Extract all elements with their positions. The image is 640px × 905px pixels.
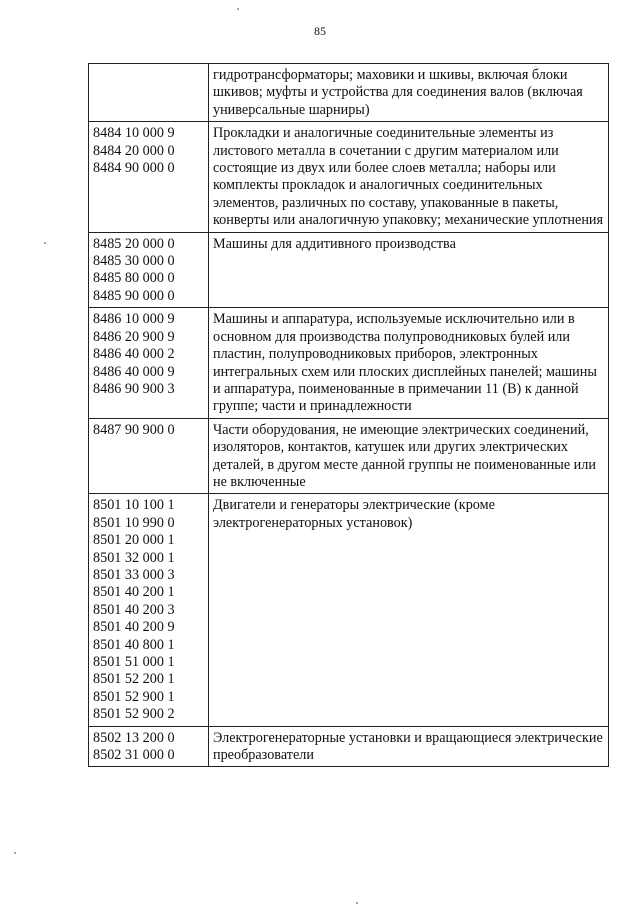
tnved-code: 8502 31 000 0 [93,747,175,764]
description-cell [209,418,609,494]
table-body [89,64,609,767]
codes-cell [89,232,209,308]
tnved-code: 8501 33 000 3 [93,566,175,583]
page-number: 85 [314,24,326,38]
table-row [89,232,609,308]
tnved-code: 8501 10 990 0 [93,514,175,531]
tnved-code: 8486 10 000 9 [93,311,175,328]
description-cell [209,494,609,726]
codes-cell [89,726,209,767]
table-row [89,308,609,418]
codes-cell [89,308,209,418]
tnved-code: 8501 52 900 1 [93,688,175,705]
description-cell [209,64,609,122]
tnved-code: 8501 32 000 1 [93,549,175,566]
tnved-code: 8501 40 200 3 [93,601,175,618]
table-row [89,726,609,767]
tnved-code: 8484 10 000 9 [93,125,175,142]
tnved-code: 8487 90 900 0 [93,421,175,438]
tnved-code: 8501 40 200 9 [93,619,175,636]
tnved-code: 8501 52 900 2 [93,706,175,723]
goods-description: гидротрансформаторы; маховики и шкивы, включая блоки шкивов; муфты и устройства для соединения валов (включая универсальные шарниры) [213,67,583,118]
table-row [89,122,609,232]
table-row [89,64,609,122]
goods-description: Прокладки и аналогичные соединительные элементы из листового металла в сочетании с другим материалом или состоящие из двух или более слоев металла; наборы или комплекты прокладок и аналогичных соединительных элементов, различных по составу, упакованные в пакеты, конверты или аналогичную упаковку; механические уплотнения [213,125,604,229]
codes-cell [89,494,209,726]
tnved-code: 8501 51 000 1 [93,654,175,670]
tnved-code: 8486 40 000 2 [93,346,175,363]
scan-speck [356,902,358,904]
tnved-code: 8501 20 000 1 [93,532,175,549]
goods-description: Двигатели и генераторы электрические (кроме электрогенераторных установок) [213,497,495,531]
codes-cell [89,418,209,494]
tnved-code: 8484 90 000 0 [93,160,175,177]
codes-cell [89,64,209,122]
tnved-code: 8484 20 000 0 [93,142,175,159]
tnved-code: 8485 30 000 0 [93,253,175,270]
goods-description: Части оборудования, не имеющие электрических соединений, изоляторов, контактов, катушек или других электрических деталей, в другом месте данной группы не поименованные или не включенные [213,421,596,490]
tnved-code: 8501 52 200 1 [93,671,175,688]
tnved-code: 8486 40 000 9 [93,363,175,380]
tnved-code: 8486 20 900 9 [93,328,175,345]
table-row [89,494,609,726]
description-cell [209,232,609,308]
scan-speck [44,242,46,244]
tnved-code: 8501 40 800 1 [93,636,175,653]
goods-description: Машины и аппаратура, используемые исключительно или в основном для производства полупроводниковых булей или пластин, полупроводниковых приборов, электронных интегральных схем или плоских дисплейных панелей; машины и аппаратура, поименованные в примечании 11 (В) к данной группе; части и принадлежности [213,311,597,415]
tnved-code: 8485 80 000 0 [93,270,175,287]
tnved-code: 8486 90 900 3 [93,380,175,397]
goods-description: Электрогенераторные установки и вращающиеся электрические преобразователи [213,729,603,764]
scan-speck [14,852,16,854]
table-row [89,418,609,494]
description-cell [209,308,609,418]
goods-description: Машины для аддитивного производства [213,235,456,252]
scan-speck [237,8,239,10]
description-cell [209,726,609,767]
tnved-code: 8485 90 000 0 [93,287,175,304]
tnved-codes-table [88,63,609,767]
description-cell [209,122,609,232]
tnved-code: 8501 40 200 1 [93,584,175,601]
tnved-code: 8502 13 200 0 [93,729,175,746]
codes-cell [89,122,209,232]
tnved-code: 8485 20 000 0 [93,235,175,252]
tnved-code: 8501 10 100 1 [93,497,175,514]
